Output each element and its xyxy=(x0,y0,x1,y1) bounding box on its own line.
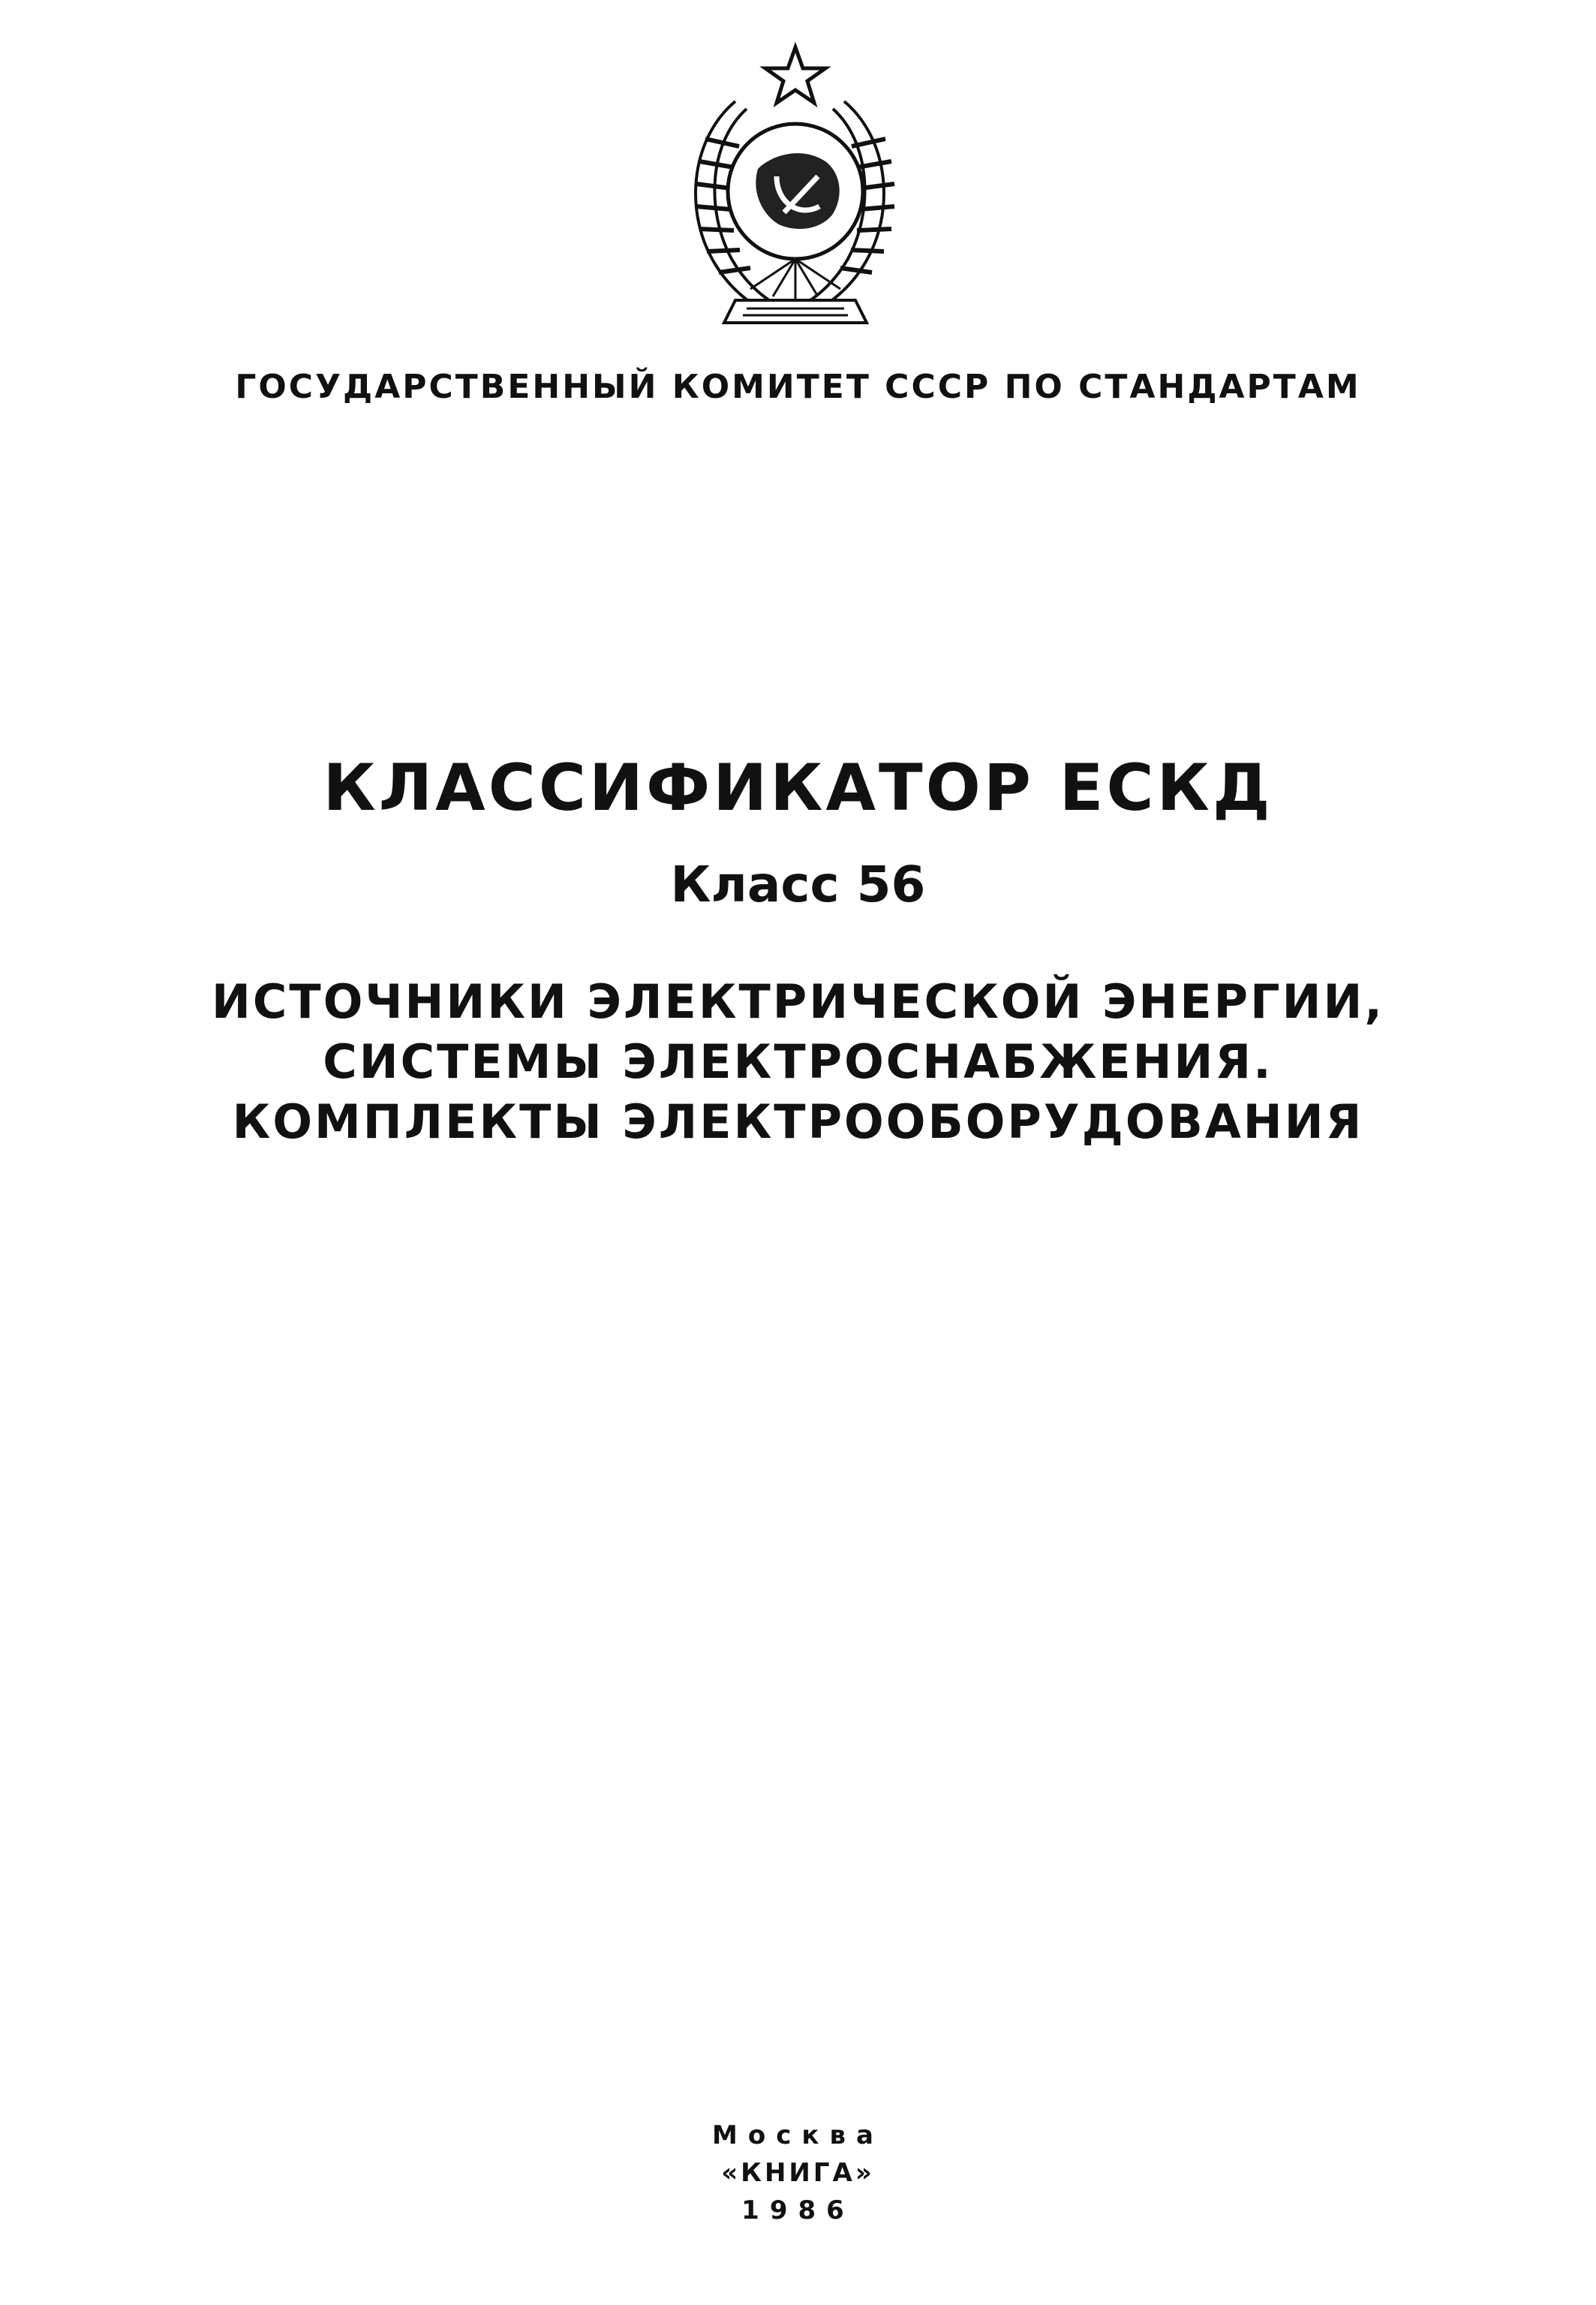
subject-line: ИСТОЧНИКИ ЭЛЕКТРИЧЕСКОЙ ЭНЕРГИИ, xyxy=(212,974,1384,1029)
subject-heading xyxy=(0,972,1596,1152)
imprint-city: Москва xyxy=(712,2120,884,2150)
committee-name: ГОСУДАРСТВЕННЫЙ КОМИТЕТ СССР ПО СТАНДАРТАМ xyxy=(235,368,1361,406)
imprint xyxy=(0,2117,1596,2229)
imprint-year: 1986 xyxy=(741,2195,855,2225)
class-label: Класс 56 xyxy=(670,856,926,913)
subject-line: СИСТЕМЫ ЭЛЕКТРОСНАБЖЕНИЯ. xyxy=(323,1034,1273,1089)
document-title: КЛАССИФИКАТОР ЕСКД xyxy=(323,751,1273,826)
ussr-state-emblem-icon xyxy=(645,41,945,342)
subject-line: КОМПЛЕКТЫ ЭЛЕКТРООБОРУДОВАНИЯ xyxy=(232,1094,1364,1149)
imprint-publisher: «КНИГА» xyxy=(721,2158,875,2188)
